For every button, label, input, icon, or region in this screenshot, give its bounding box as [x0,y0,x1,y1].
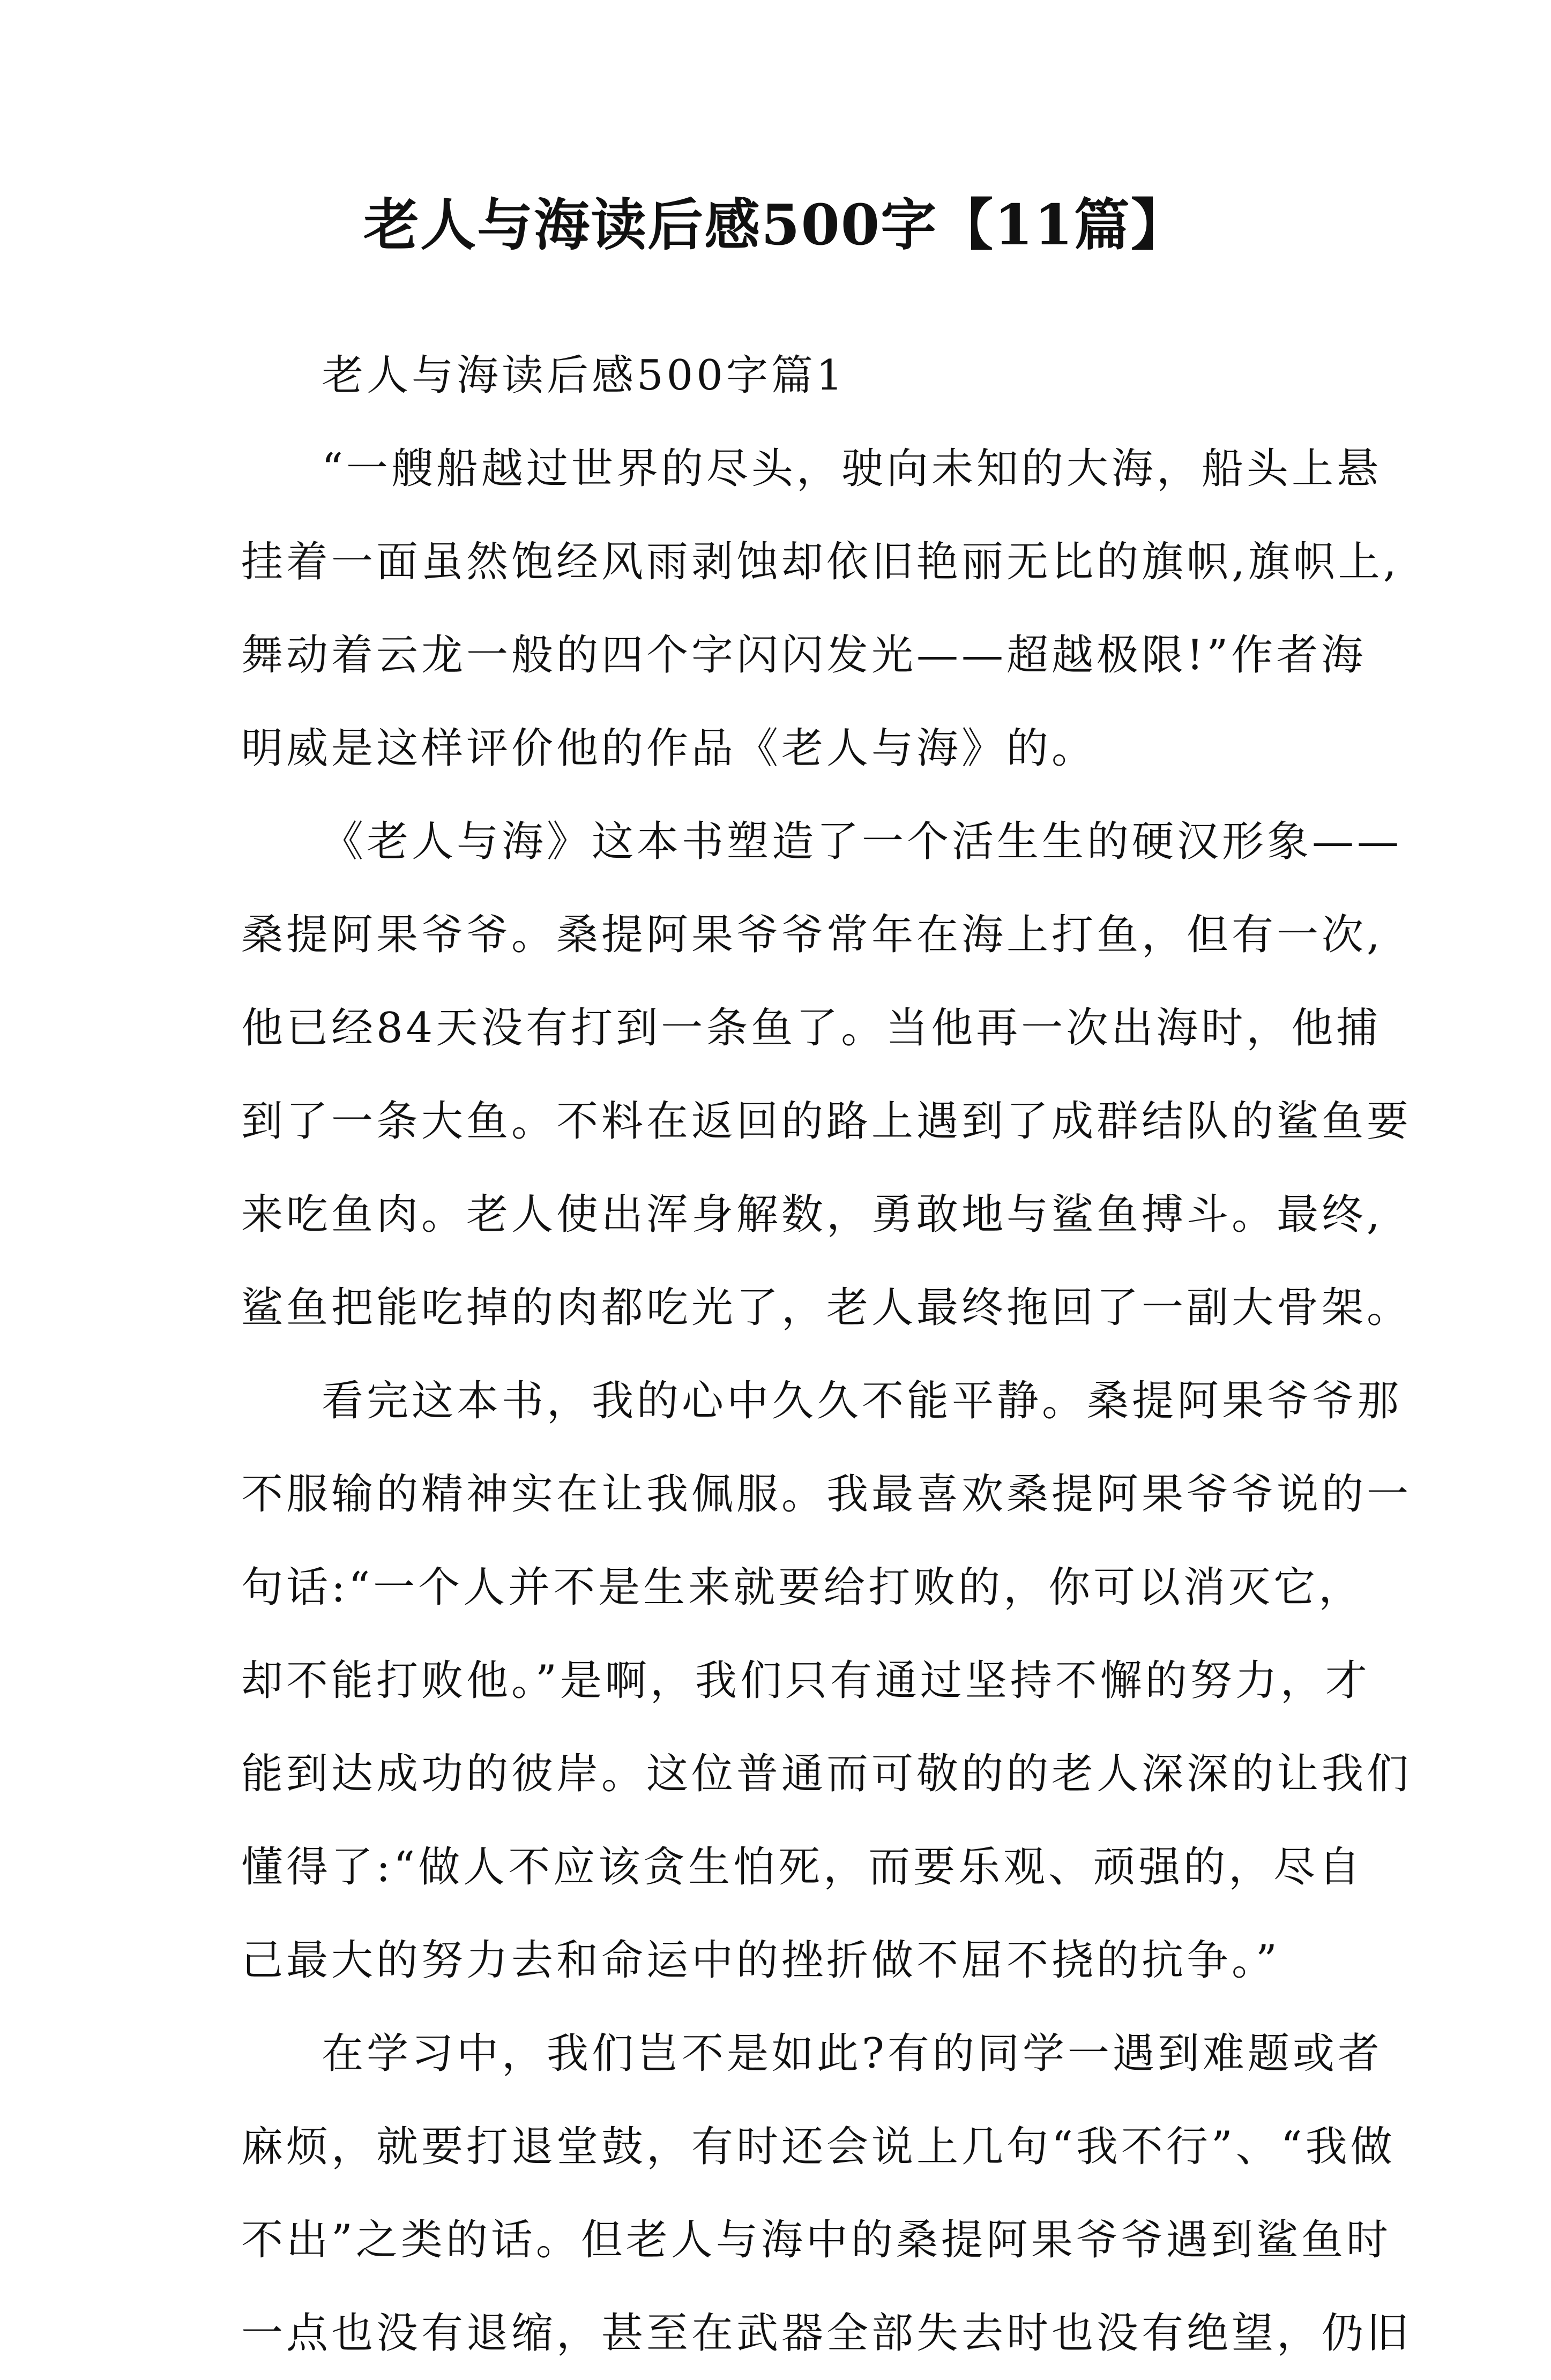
document-body [241,329,1412,2380]
text-line: 能到达成功的彼岸。这位普通而可敬的的老人深深的让我们 [241,1750,1412,1798]
text-line: 却不能打败他。”是啊，我们只有通过坚持不懈的努力，才 [241,1657,1370,1705]
text-line: 不服输的精神实在让我佩服。我最喜欢桑提阿果爷爷说的一 [241,1470,1412,1518]
text-line: 句话:“一个人并不是生来就要给打败的，你可以消灭它， [241,1563,1364,1612]
text-line: 己最大的努力去和命运中的挫折做不屈不挠的抗争。” [241,1936,1280,1985]
text-line: 明威是这样评价他的作品《老人与海》的。 [241,724,1097,773]
text-line: 挂着一面虽然饱经风雨剥蚀却依旧艳丽无比的旗帜,旗帜上, [241,538,1400,586]
text-line: 在学习中，我们岂不是如此?有的同学一遇到难题或者 [322,2030,1383,2078]
text-line: 麻烦，就要打退堂鼓，有时还会说上几句“我不行”、“我做 [241,2123,1396,2171]
document-title: 老人与海读后感500字【11篇】 [363,192,1188,258]
text-line: 鲨鱼把能吃掉的肉都吃光了，老人最终拖回了一副大骨架。 [241,1284,1412,1332]
text-line: 一点也没有退缩，甚至在武器全部失去时也没有绝望，仍旧 [241,2309,1412,2357]
text-line: “一艘船越过世界的尽头，驶向未知的大海，船头上悬 [322,445,1382,493]
text-line: 不出”之类的话。但老人与海中的桑提阿果爷爷遇到鲨鱼时 [241,2216,1391,2264]
text-line: 来吃鱼肉。老人使出浑身解数，勇敢地与鲨鱼搏斗。最终, [241,1191,1383,1239]
text-line: 舞动着云龙一般的四个字闪闪发光——超越极限!”作者海 [241,631,1367,679]
text-line: 老人与海读后感500字篇1 [322,351,846,400]
text-line: 到了一条大鱼。不料在返回的路上遇到了成群结队的鲨鱼要 [241,1097,1412,1146]
text-line: 桑提阿果爷爷。桑提阿果爷爷常年在海上打鱼，但有一次, [241,911,1383,959]
text-line: 看完这本书，我的心中久久不能平静。桑提阿果爷爷那 [322,1377,1403,1425]
text-line: 他已经84天没有打到一条鱼了。当他再一次出海时，他捕 [241,1004,1382,1052]
text-line: 《老人与海》这本书塑造了一个活生生的硬汉形象—— [322,818,1403,866]
text-line: 懂得了:“做人不应该贪生怕死，而要乐观、顽强的，尽自 [241,1843,1364,1891]
